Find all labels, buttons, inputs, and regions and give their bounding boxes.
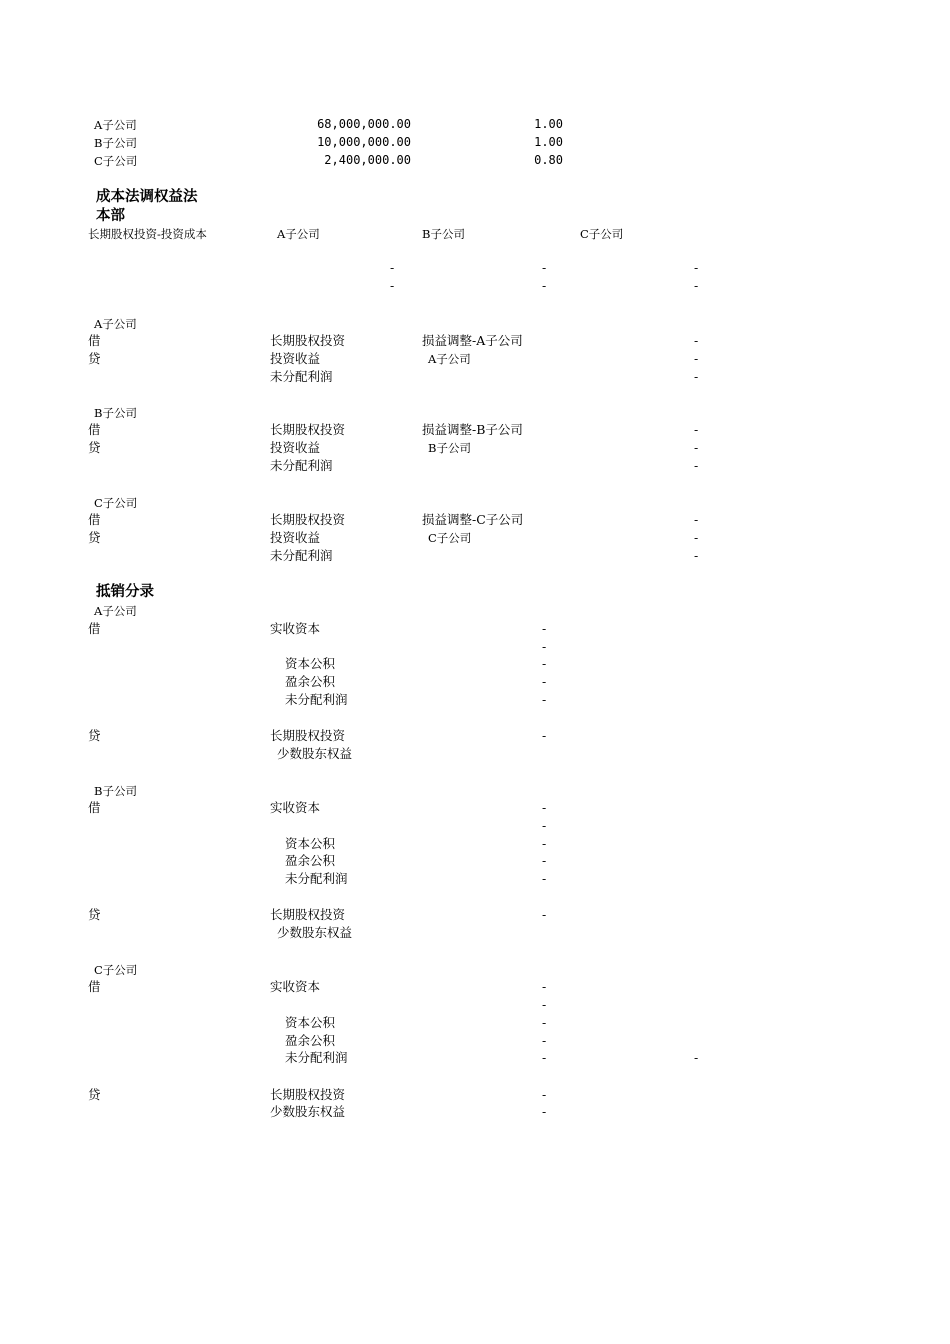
amount-cell: - bbox=[542, 728, 547, 743]
amount-cell: - bbox=[694, 422, 699, 437]
account-detail: 损益调整-A子公司 bbox=[422, 333, 523, 348]
amount-cell: - bbox=[694, 512, 699, 527]
amount-cell: - bbox=[542, 656, 547, 671]
summary-ratio-a: 1.00 bbox=[534, 117, 563, 131]
debit-label: 借 bbox=[88, 979, 101, 994]
account-name: 未分配利润 bbox=[285, 871, 348, 886]
amount-cell: - bbox=[542, 979, 547, 994]
amount-cell: - bbox=[694, 458, 699, 473]
credit-label: 贷 bbox=[88, 1087, 101, 1102]
account-name: 长期股权投资 bbox=[270, 512, 346, 527]
amount-cell: - bbox=[542, 639, 547, 654]
dash-cell: - bbox=[694, 260, 699, 275]
account-name: 未分配利润 bbox=[285, 692, 348, 707]
amount-cell: - bbox=[542, 1033, 547, 1048]
account-name: 长期股权投资 bbox=[270, 728, 346, 743]
account-detail: C子公司 bbox=[428, 531, 472, 545]
amount-cell: - bbox=[542, 674, 547, 689]
account-name: 长期股权投资 bbox=[270, 907, 346, 922]
account-name: 长期股权投资 bbox=[270, 333, 346, 348]
account-name: 资本公积 bbox=[285, 1015, 336, 1030]
account-detail: 损益调整-C子公司 bbox=[422, 512, 524, 527]
amount-cell: - bbox=[694, 548, 699, 563]
dash-cell: - bbox=[390, 278, 395, 293]
account-name: 少数股东权益 bbox=[277, 746, 353, 761]
amount-cell: - bbox=[694, 530, 699, 545]
credit-label: 贷 bbox=[88, 351, 101, 366]
amount-cell: - bbox=[694, 440, 699, 455]
account-name: 盈余公积 bbox=[285, 674, 336, 689]
amount-cell: - bbox=[542, 1015, 547, 1030]
account-name: 未分配利润 bbox=[285, 1050, 348, 1065]
amount-cell: - bbox=[542, 800, 547, 815]
account-name: 未分配利润 bbox=[270, 548, 333, 563]
amount-cell: - bbox=[542, 997, 547, 1012]
block-company-label: B子公司 bbox=[94, 406, 137, 420]
account-name: 长期股权投资 bbox=[270, 1087, 346, 1102]
amount-cell: - bbox=[694, 333, 699, 348]
amount-cell: - bbox=[542, 818, 547, 833]
summary-amount-b: 10,000,000.00 bbox=[317, 135, 411, 149]
section-title-elimination: 抵销分录 bbox=[96, 584, 154, 600]
account-name: 未分配利润 bbox=[270, 458, 333, 473]
account-name: 投资收益 bbox=[270, 351, 321, 366]
account-detail: B子公司 bbox=[428, 441, 471, 455]
amount-cell: - bbox=[694, 369, 699, 384]
summary-company-a: A子公司 bbox=[94, 118, 137, 132]
section-title-cost-to-equity: 成本法调权益法 bbox=[96, 189, 198, 205]
dash-cell: - bbox=[542, 260, 547, 275]
account-name: 投资收益 bbox=[270, 530, 321, 545]
credit-label: 贷 bbox=[88, 440, 101, 455]
account-detail: A子公司 bbox=[428, 352, 471, 366]
amount-cell: - bbox=[542, 1087, 547, 1102]
header-investment-cost: 长期股权投资-投资成本 bbox=[88, 227, 207, 241]
account-name: 未分配利润 bbox=[270, 369, 333, 384]
amount-cell: - bbox=[542, 907, 547, 922]
account-detail: 损益调整-B子公司 bbox=[422, 422, 523, 437]
amount-cell: - bbox=[542, 692, 547, 707]
summary-amount-a: 68,000,000.00 bbox=[317, 117, 411, 131]
amount-cell: - bbox=[542, 853, 547, 868]
header-company-b: B子公司 bbox=[422, 227, 465, 241]
amount-cell: - bbox=[542, 1104, 547, 1119]
account-name: 资本公积 bbox=[285, 656, 336, 671]
account-name: 盈余公积 bbox=[285, 853, 336, 868]
account-name: 少数股东权益 bbox=[270, 1104, 346, 1119]
debit-label: 借 bbox=[88, 422, 101, 437]
debit-label: 借 bbox=[88, 621, 101, 636]
amount-cell: - bbox=[694, 1050, 699, 1065]
amount-cell: - bbox=[542, 1050, 547, 1065]
summary-company-b: B子公司 bbox=[94, 136, 137, 150]
account-name: 实收资本 bbox=[270, 979, 321, 994]
summary-amount-c: 2,400,000.00 bbox=[324, 153, 411, 167]
block-company-label: B子公司 bbox=[94, 784, 137, 798]
account-name: 实收资本 bbox=[270, 800, 321, 815]
account-name: 资本公积 bbox=[285, 836, 336, 851]
debit-label: 借 bbox=[88, 512, 101, 527]
block-company-label: A子公司 bbox=[94, 604, 137, 618]
section-subtitle-headquarters: 本部 bbox=[96, 208, 125, 224]
debit-label: 借 bbox=[88, 800, 101, 815]
account-name: 盈余公积 bbox=[285, 1033, 336, 1048]
amount-cell: - bbox=[542, 836, 547, 851]
credit-label: 贷 bbox=[88, 530, 101, 545]
credit-label: 贷 bbox=[88, 907, 101, 922]
account-name: 投资收益 bbox=[270, 440, 321, 455]
amount-cell: - bbox=[542, 871, 547, 886]
dash-cell: - bbox=[542, 278, 547, 293]
amount-cell: - bbox=[542, 621, 547, 636]
block-company-label: C子公司 bbox=[94, 496, 138, 510]
header-company-a: A子公司 bbox=[277, 227, 320, 241]
amount-cell: - bbox=[694, 351, 699, 366]
debit-label: 借 bbox=[88, 333, 101, 348]
account-name: 少数股东权益 bbox=[277, 925, 353, 940]
header-company-c: C子公司 bbox=[580, 227, 624, 241]
account-name: 长期股权投资 bbox=[270, 422, 346, 437]
block-company-label: C子公司 bbox=[94, 963, 138, 977]
summary-company-c: C子公司 bbox=[94, 154, 138, 168]
summary-ratio-c: 0.80 bbox=[534, 153, 563, 167]
summary-ratio-b: 1.00 bbox=[534, 135, 563, 149]
block-company-label: A子公司 bbox=[94, 317, 137, 331]
credit-label: 贷 bbox=[88, 728, 101, 743]
account-name: 实收资本 bbox=[270, 621, 321, 636]
dash-cell: - bbox=[694, 278, 699, 293]
dash-cell: - bbox=[390, 260, 395, 275]
